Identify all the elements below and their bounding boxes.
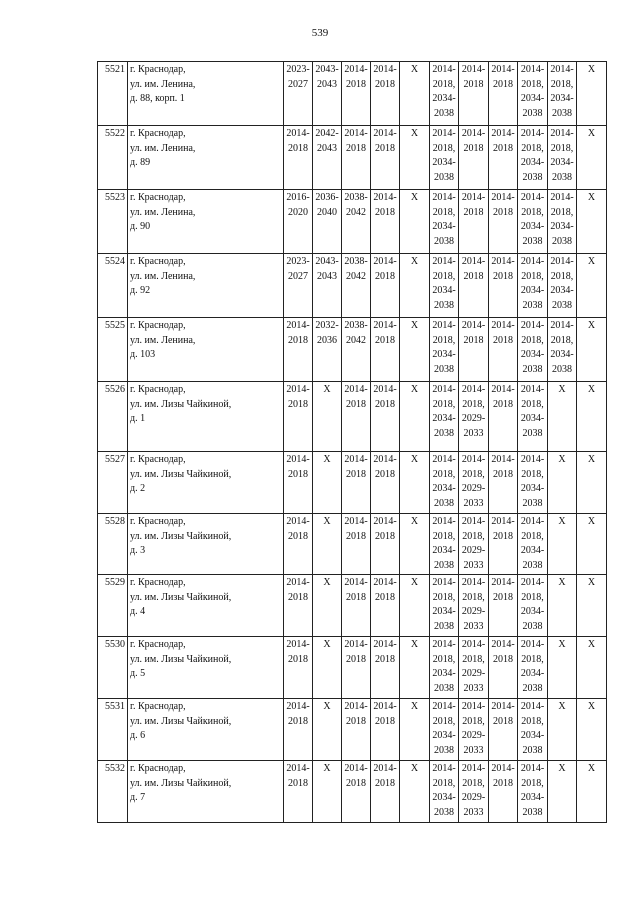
not-applicable-cell: X <box>400 254 430 318</box>
address-cell <box>128 575 284 637</box>
address-line: ул. им. Лизы Чайкиной, <box>130 653 232 665</box>
period-cell: 2014- 2018 <box>284 382 313 452</box>
period-cell: 2014- 2018, 2034- 2038 <box>548 318 577 382</box>
period-cell: 2014- 2018, 2029- 2033 <box>459 699 489 761</box>
period-cell: 2014- 2018 <box>371 514 400 575</box>
not-applicable-cell: X <box>577 575 607 637</box>
address-line: д. 89 <box>130 157 151 168</box>
period-cell: 2014- 2018 <box>284 637 313 699</box>
table-row <box>98 452 607 514</box>
period-cell: 2014- 2018 <box>284 761 313 823</box>
address-cell <box>128 514 284 575</box>
period-cell: 2014- 2018, 2029- 2033 <box>459 637 489 699</box>
period-cell: 2014- 2018, 2034- 2038 <box>430 62 459 126</box>
address-line: ул. им. Ленина, <box>130 142 196 154</box>
period-cell: 2014- 2018, 2029- 2033 <box>459 514 489 575</box>
address-line: ул. им. Лизы Чайкиной, <box>130 591 232 603</box>
address-line: г. Краснодар, <box>130 64 186 75</box>
address-line: ул. им. Ленина, <box>130 206 196 218</box>
table-row <box>98 382 607 452</box>
period-cell: 2038- 2042 <box>342 254 371 318</box>
period-cell: 2014- 2018 <box>459 254 489 318</box>
period-cell: 2014- 2018 <box>489 318 518 382</box>
register-table <box>97 61 607 823</box>
not-applicable-cell: X <box>577 514 607 575</box>
row-number: 5522 <box>98 126 128 190</box>
address-line: д. 88, корп. 1 <box>130 93 185 104</box>
period-cell: 2016- 2020 <box>284 190 313 254</box>
address-cell <box>128 761 284 823</box>
table-row <box>98 761 607 823</box>
not-applicable-cell: X <box>313 514 342 575</box>
period-cell: 2014- 2018 <box>371 382 400 452</box>
period-cell: 2014- 2018 <box>371 575 400 637</box>
not-applicable-cell: X <box>400 382 430 452</box>
period-cell: 2014- 2018, 2034- 2038 <box>430 637 459 699</box>
period-cell: 2014- 2018, 2034- 2038 <box>430 514 459 575</box>
period-cell: 2014- 2018, 2034- 2038 <box>548 190 577 254</box>
period-cell: 2014- 2018 <box>342 382 371 452</box>
period-cell: 2014- 2018, 2034- 2038 <box>430 254 459 318</box>
period-cell: 2014- 2018 <box>284 575 313 637</box>
period-cell: 2014- 2018, 2034- 2038 <box>518 761 548 823</box>
not-applicable-cell: X <box>400 126 430 190</box>
period-cell: 2014- 2018 <box>342 699 371 761</box>
period-cell: 2014- 2018 <box>489 699 518 761</box>
period-cell: 2014- 2018 <box>489 514 518 575</box>
period-cell: 2014- 2018 <box>459 62 489 126</box>
period-cell: 2014- 2018 <box>371 190 400 254</box>
period-cell: 2014- 2018 <box>459 190 489 254</box>
address-cell <box>128 699 284 761</box>
address-line: г. Краснодар, <box>130 192 186 203</box>
not-applicable-cell: X <box>313 575 342 637</box>
period-cell: 2014- 2018, 2034- 2038 <box>430 452 459 514</box>
address-line: ул. им. Лизы Чайкиной, <box>130 468 232 480</box>
not-applicable-cell: X <box>548 637 577 699</box>
address-line: д. 90 <box>130 221 151 232</box>
period-cell: 2032- 2036 <box>313 318 342 382</box>
period-cell: 2014- 2018, 2034- 2038 <box>430 575 459 637</box>
not-applicable-cell: X <box>400 452 430 514</box>
period-cell: 2014- 2018 <box>489 62 518 126</box>
address-cell <box>128 382 284 452</box>
address-line: д. 4 <box>130 606 146 617</box>
table-row <box>98 190 607 254</box>
period-cell: 2023- 2027 <box>284 62 313 126</box>
not-applicable-cell: X <box>548 699 577 761</box>
address-line: г. Краснодар, <box>130 763 186 774</box>
period-cell: 2014- 2018, 2034- 2038 <box>430 699 459 761</box>
address-line: д. 103 <box>130 349 156 360</box>
table-row <box>98 699 607 761</box>
row-number: 5525 <box>98 318 128 382</box>
not-applicable-cell: X <box>313 761 342 823</box>
period-cell: 2014- 2018 <box>489 254 518 318</box>
address-cell <box>128 190 284 254</box>
table-row <box>98 514 607 575</box>
period-cell: 2014- 2018 <box>284 318 313 382</box>
period-cell: 2043- 2043 <box>313 254 342 318</box>
address-line: д. 6 <box>130 730 146 741</box>
not-applicable-cell: X <box>577 382 607 452</box>
period-cell: 2014- 2018, 2034- 2038 <box>518 318 548 382</box>
period-cell: 2038- 2042 <box>342 190 371 254</box>
not-applicable-cell: X <box>577 126 607 190</box>
not-applicable-cell: X <box>577 190 607 254</box>
period-cell: 2014- 2018, 2034- 2038 <box>518 126 548 190</box>
period-cell: 2014- 2018 <box>489 126 518 190</box>
period-cell: 2014- 2018, 2034- 2038 <box>518 254 548 318</box>
period-cell: 2014- 2018 <box>342 514 371 575</box>
period-cell: 2042- 2043 <box>313 126 342 190</box>
page-number: 539 <box>311 27 329 39</box>
table-row <box>98 254 607 318</box>
address-cell <box>128 62 284 126</box>
not-applicable-cell: X <box>548 514 577 575</box>
not-applicable-cell: X <box>313 382 342 452</box>
address-line: г. Краснодар, <box>130 577 186 588</box>
period-cell: 2014- 2018 <box>371 637 400 699</box>
not-applicable-cell: X <box>548 452 577 514</box>
row-number: 5531 <box>98 699 128 761</box>
address-line: д. 2 <box>130 483 146 494</box>
address-line: г. Краснодар, <box>130 384 186 395</box>
period-cell: 2014- 2018 <box>371 254 400 318</box>
address-line: ул. им. Лизы Чайкиной, <box>130 530 232 542</box>
table-row <box>98 318 607 382</box>
address-line: д. 3 <box>130 545 146 556</box>
not-applicable-cell: X <box>548 761 577 823</box>
period-cell: 2014- 2018 <box>342 637 371 699</box>
period-cell: 2014- 2018, 2034- 2038 <box>518 452 548 514</box>
period-cell: 2014- 2018 <box>284 699 313 761</box>
table-body <box>98 62 607 823</box>
period-cell: 2014- 2018, 2034- 2038 <box>518 62 548 126</box>
not-applicable-cell: X <box>313 452 342 514</box>
row-number: 5521 <box>98 62 128 126</box>
address-line: г. Краснодар, <box>130 639 186 650</box>
address-line: ул. им. Ленина, <box>130 334 196 346</box>
not-applicable-cell: X <box>400 190 430 254</box>
not-applicable-cell: X <box>400 318 430 382</box>
period-cell: 2014- 2018 <box>342 62 371 126</box>
address-line: г. Краснодар, <box>130 128 186 139</box>
not-applicable-cell: X <box>400 699 430 761</box>
period-cell: 2014- 2018, 2029- 2033 <box>459 761 489 823</box>
period-cell: 2014- 2018 <box>342 452 371 514</box>
period-cell: 2014- 2018 <box>284 126 313 190</box>
address-line: ул. им. Ленина, <box>130 78 196 90</box>
period-cell: 2014- 2018, 2029- 2033 <box>459 452 489 514</box>
period-cell: 2014- 2018, 2034- 2038 <box>430 382 459 452</box>
period-cell: 2014- 2018, 2034- 2038 <box>548 62 577 126</box>
row-number: 5526 <box>98 382 128 452</box>
row-number: 5527 <box>98 452 128 514</box>
table-row <box>98 126 607 190</box>
not-applicable-cell: X <box>400 761 430 823</box>
address-cell <box>128 126 284 190</box>
period-cell: 2014- 2018, 2034- 2038 <box>518 382 548 452</box>
period-cell: 2014- 2018 <box>342 761 371 823</box>
not-applicable-cell: X <box>577 452 607 514</box>
period-cell: 2043- 2043 <box>313 62 342 126</box>
period-cell: 2014- 2018 <box>489 452 518 514</box>
address-line: д. 5 <box>130 668 146 679</box>
period-cell: 2014- 2018 <box>459 318 489 382</box>
table-row <box>98 637 607 699</box>
table-row <box>98 62 607 126</box>
period-cell: 2014- 2018 <box>489 761 518 823</box>
not-applicable-cell: X <box>313 699 342 761</box>
address-line: г. Краснодар, <box>130 516 186 527</box>
row-number: 5530 <box>98 637 128 699</box>
table-row <box>98 575 607 637</box>
period-cell: 2014- 2018 <box>342 575 371 637</box>
row-number: 5524 <box>98 254 128 318</box>
not-applicable-cell: X <box>577 254 607 318</box>
period-cell: 2014- 2018, 2029- 2033 <box>459 382 489 452</box>
period-cell: 2014- 2018, 2034- 2038 <box>430 190 459 254</box>
period-cell: 2014- 2018 <box>489 382 518 452</box>
period-cell: 2014- 2018 <box>371 126 400 190</box>
address-line: г. Краснодар, <box>130 256 186 267</box>
period-cell: 2014- 2018, 2034- 2038 <box>430 126 459 190</box>
address-line: г. Краснодар, <box>130 454 186 465</box>
not-applicable-cell: X <box>313 637 342 699</box>
period-cell: 2014- 2018 <box>371 452 400 514</box>
address-line: г. Краснодар, <box>130 320 186 331</box>
address-line: ул. им. Лизы Чайкиной, <box>130 715 232 727</box>
period-cell: 2036- 2040 <box>313 190 342 254</box>
period-cell: 2014- 2018 <box>371 318 400 382</box>
address-cell <box>128 452 284 514</box>
not-applicable-cell: X <box>400 62 430 126</box>
period-cell: 2014- 2018, 2034- 2038 <box>548 126 577 190</box>
period-cell: 2014- 2018, 2034- 2038 <box>518 637 548 699</box>
period-cell: 2014- 2018 <box>371 699 400 761</box>
period-cell: 2014- 2018, 2034- 2038 <box>518 514 548 575</box>
address-line: д. 92 <box>130 285 151 296</box>
address-line: ул. им. Лизы Чайкиной, <box>130 777 232 789</box>
not-applicable-cell: X <box>577 318 607 382</box>
row-number: 5528 <box>98 514 128 575</box>
address-line: ул. им. Лизы Чайкиной, <box>130 398 232 410</box>
address-line: г. Краснодар, <box>130 701 186 712</box>
row-number: 5523 <box>98 190 128 254</box>
not-applicable-cell: X <box>400 575 430 637</box>
address-cell <box>128 318 284 382</box>
period-cell: 2038- 2042 <box>342 318 371 382</box>
period-cell: 2014- 2018, 2034- 2038 <box>518 699 548 761</box>
period-cell: 2014- 2018 <box>489 637 518 699</box>
not-applicable-cell: X <box>548 382 577 452</box>
address-line: д. 1 <box>130 413 146 424</box>
not-applicable-cell: X <box>577 699 607 761</box>
row-number: 5529 <box>98 575 128 637</box>
period-cell: 2014- 2018 <box>371 62 400 126</box>
not-applicable-cell: X <box>577 62 607 126</box>
address-line: д. 7 <box>130 792 146 803</box>
period-cell: 2014- 2018, 2034- 2038 <box>518 575 548 637</box>
not-applicable-cell: X <box>548 575 577 637</box>
not-applicable-cell: X <box>577 761 607 823</box>
period-cell: 2014- 2018 <box>459 126 489 190</box>
period-cell: 2023- 2027 <box>284 254 313 318</box>
address-line: ул. им. Ленина, <box>130 270 196 282</box>
address-cell <box>128 254 284 318</box>
period-cell: 2014- 2018, 2034- 2038 <box>518 190 548 254</box>
period-cell: 2014- 2018 <box>371 761 400 823</box>
period-cell: 2014- 2018 <box>284 514 313 575</box>
not-applicable-cell: X <box>577 637 607 699</box>
not-applicable-cell: X <box>400 514 430 575</box>
period-cell: 2014- 2018, 2034- 2038 <box>430 318 459 382</box>
not-applicable-cell: X <box>400 637 430 699</box>
period-cell: 2014- 2018, 2029- 2033 <box>459 575 489 637</box>
period-cell: 2014- 2018 <box>489 190 518 254</box>
period-cell: 2014- 2018 <box>284 452 313 514</box>
period-cell: 2014- 2018 <box>342 126 371 190</box>
period-cell: 2014- 2018, 2034- 2038 <box>430 761 459 823</box>
period-cell: 2014- 2018, 2034- 2038 <box>548 254 577 318</box>
row-number: 5532 <box>98 761 128 823</box>
address-cell <box>128 637 284 699</box>
period-cell: 2014- 2018 <box>489 575 518 637</box>
